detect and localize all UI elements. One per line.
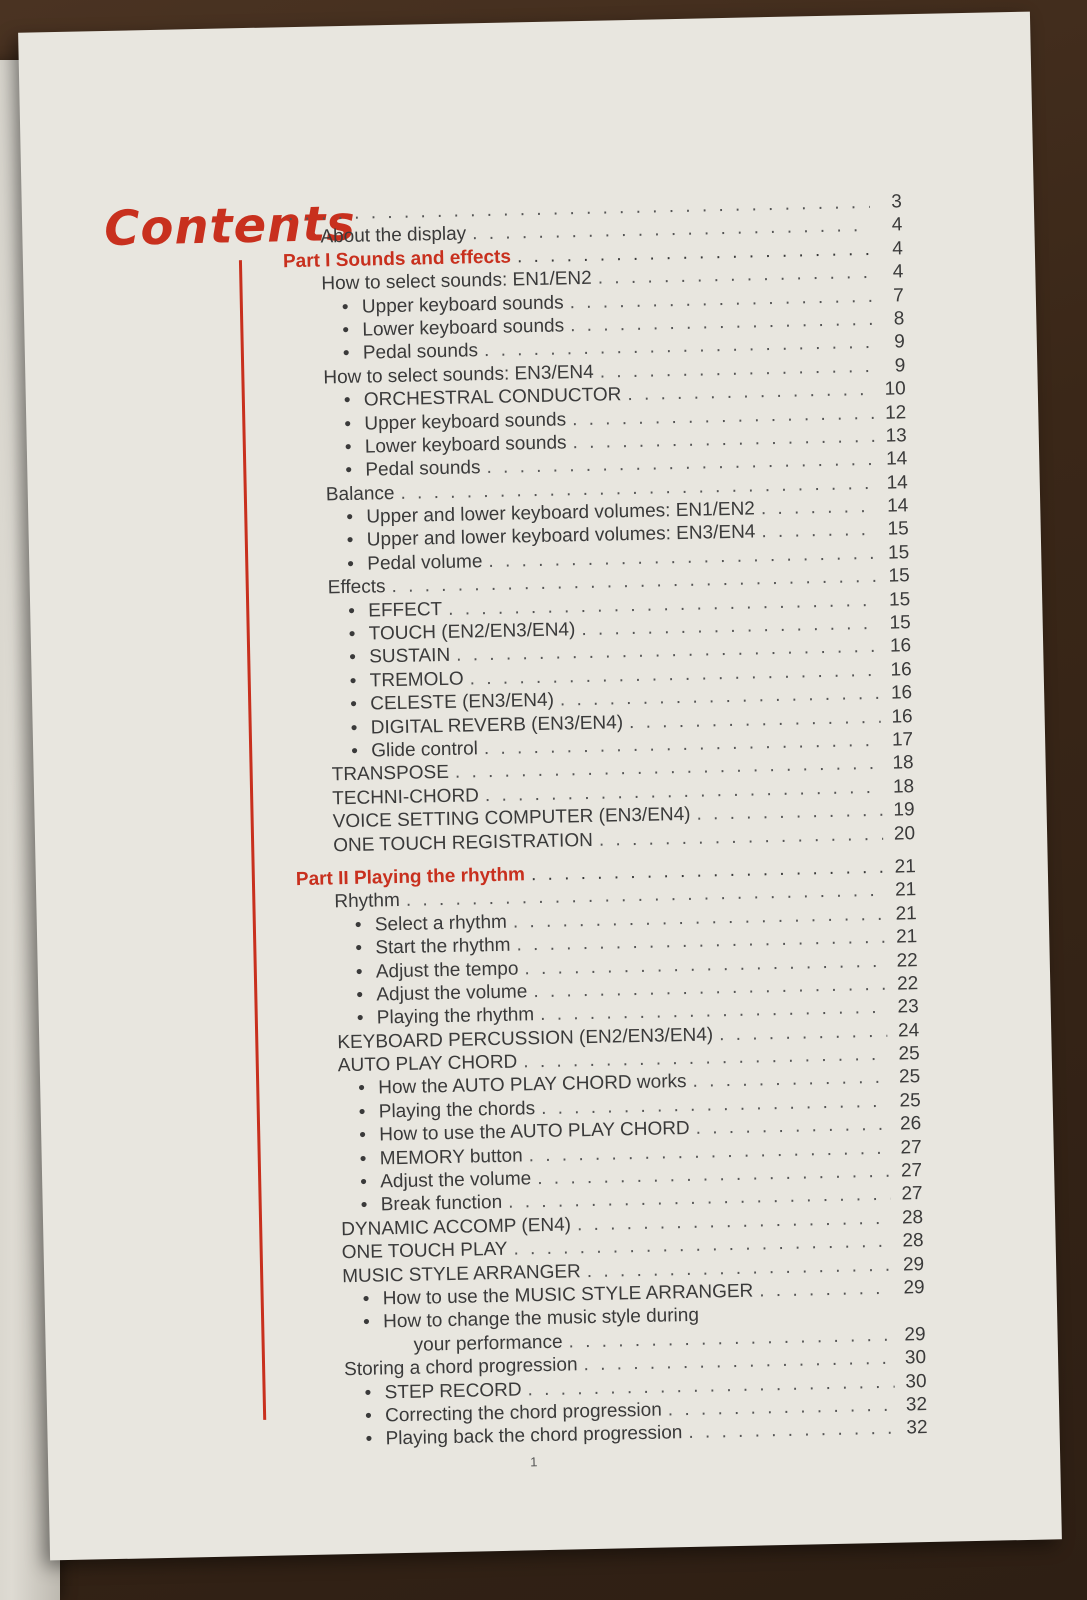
toc-page-number: 17 xyxy=(891,729,914,751)
toc-page-number: 15 xyxy=(888,588,911,611)
toc-entry-label xyxy=(360,1167,531,1194)
toc-entry-label xyxy=(349,644,450,670)
toc-entry-text: VOICE SETTING COMPUTER (EN3/EN4) xyxy=(332,804,691,833)
toc-entry-text: Correcting the chord progression xyxy=(384,1399,663,1427)
toc-entry-text: How to select sounds: EN1/EN2 xyxy=(321,267,592,295)
bullet-icon: • xyxy=(343,390,351,412)
toc-page-number: 28 xyxy=(901,1206,924,1229)
toc-page-number: 30 xyxy=(905,1370,927,1393)
toc-page-number: 18 xyxy=(892,775,915,798)
toc-entry-text: How the AUTO PLAY CHORD works xyxy=(378,1071,687,1099)
toc-page-number: 10 xyxy=(884,378,906,400)
toc-entry-text: Part I Sounds and effects xyxy=(282,246,512,273)
bullet-icon: • xyxy=(362,1312,371,1334)
toc-entry-text: MEMORY button xyxy=(379,1145,523,1170)
toc-entry-text: How to select sounds: EN3/EN4 xyxy=(323,361,594,389)
toc-page-number: 13 xyxy=(885,425,907,447)
toc-entry-label xyxy=(320,223,466,249)
bullet-icon: • xyxy=(346,506,354,529)
bullet-icon: • xyxy=(349,670,357,692)
toc-entry-label xyxy=(355,910,507,937)
toc-entry-text: About the display xyxy=(320,223,467,248)
toc-page-number: 32 xyxy=(906,1417,928,1439)
toc-entry-text: Adjust the tempo xyxy=(375,957,519,982)
bullet-icon: • xyxy=(359,1148,367,1170)
bullet-icon: • xyxy=(347,553,355,575)
toc-entry-text: Effects xyxy=(327,576,386,599)
toc-page-number: 32 xyxy=(905,1393,928,1416)
bullet-icon: • xyxy=(345,460,353,482)
bullet-icon: • xyxy=(350,694,358,716)
toc-entry-label xyxy=(343,340,479,366)
toc-page-number: 4 xyxy=(891,214,903,236)
toc-entry-text: ONE TOUCH REGISTRATION xyxy=(332,829,594,856)
toc-page-number: 25 xyxy=(898,1043,920,1065)
toc-entry-label xyxy=(355,934,511,961)
toc-entry-text: Upper and lower keyboard volumes: EN3/EN4 xyxy=(366,521,756,552)
toc-entry-text: Upper keyboard sounds xyxy=(364,408,567,435)
bullet-icon: • xyxy=(348,600,356,622)
dot-leader xyxy=(759,1277,893,1303)
bullet-icon: • xyxy=(348,623,356,646)
bullet-icon: • xyxy=(359,1124,367,1147)
toc-page-number: 16 xyxy=(890,659,912,681)
toc-entry-text: Pedal sounds xyxy=(362,340,479,364)
toc-entry-text: TREMOLO xyxy=(369,668,464,692)
bullet-icon: • xyxy=(342,343,350,365)
toc-entry-label xyxy=(348,598,442,623)
toc-entry-text: Break function xyxy=(380,1192,503,1216)
toc-page-number: 23 xyxy=(897,996,919,1018)
toc-page-number: 8 xyxy=(893,308,905,330)
toc-page-number: 24 xyxy=(897,1019,920,1042)
toc-page-number: 30 xyxy=(904,1347,927,1369)
toc-entry-text: Storing a chord progression xyxy=(343,1354,578,1381)
toc-entry-text: TOUCH (EN2/EN3/EN4) xyxy=(368,619,576,645)
dot-leader xyxy=(761,518,877,544)
toc-entry-text: DYNAMIC ACCOMP (EN4) xyxy=(341,1214,572,1241)
toc-entry-text: How to use the MUSIC STYLE ARRANGER xyxy=(382,1280,754,1310)
toc-entry-text: KEYBOARD PERCUSSION (EN2/EN3/EN4) xyxy=(337,1024,714,1053)
bullet-icon: • xyxy=(355,961,363,983)
bullet-icon: • xyxy=(365,1428,373,1451)
toc-page-number: 9 xyxy=(893,331,906,353)
bullet-icon: • xyxy=(360,1195,368,1217)
toc-page-number: 3 xyxy=(891,191,903,213)
toc-entry-label xyxy=(364,1378,521,1405)
bullet-icon: • xyxy=(350,717,358,739)
page-number: 1 xyxy=(529,1454,538,1470)
bullet-icon: • xyxy=(358,1101,366,1123)
table-of-contents xyxy=(282,190,928,1452)
toc-page-number: 26 xyxy=(899,1113,922,1135)
bullet-icon: • xyxy=(355,937,363,960)
bullet-icon: • xyxy=(358,1078,366,1100)
toc-entry-text: Playing the rhythm xyxy=(376,1004,535,1029)
toc-entry-label xyxy=(326,482,395,507)
toc-entry-text: Upper keyboard sounds xyxy=(361,291,564,318)
toc-page-number: 14 xyxy=(886,495,909,517)
toc-entry-label xyxy=(351,737,478,763)
toc-entry-label xyxy=(345,456,481,482)
toc-entry-label xyxy=(333,828,593,857)
toc-entry-text: EFFECT xyxy=(368,598,443,622)
toc-page-number: 16 xyxy=(891,705,913,728)
toc-entry-text: Adjust the volume xyxy=(380,1168,532,1193)
toc-entry-text: Select a rhythm xyxy=(374,911,508,936)
bullet-icon: • xyxy=(344,413,352,435)
toc-entry-text: Upper and lower keyboard volumes: EN1/EN2 xyxy=(366,498,756,528)
toc-page-number: 22 xyxy=(896,949,918,972)
toc-page-number: 28 xyxy=(902,1230,924,1252)
toc-page-number: 21 xyxy=(894,879,917,901)
toc-entry-label xyxy=(328,575,386,600)
toc-entry-text: Rhythm xyxy=(334,890,401,913)
dot-leader xyxy=(599,822,884,851)
toc-entry-text: STEP RECORD xyxy=(384,1379,522,1403)
toc-page-number: 15 xyxy=(888,565,910,587)
toc-page-number: 12 xyxy=(884,401,907,424)
toc-entry-text: Adjust the volume xyxy=(376,981,528,1006)
toc-entry-text: How to use the AUTO PLAY CHORD xyxy=(379,1118,690,1146)
bullet-icon: • xyxy=(356,1008,364,1030)
toc-page-number: 20 xyxy=(893,822,916,845)
toc-entry-text: MUSIC STYLE ARRANGER xyxy=(342,1260,582,1287)
toc-entry-text: ONE TOUCH PLAY xyxy=(341,1238,508,1264)
toc-page-number: 14 xyxy=(886,471,908,494)
booklet-page xyxy=(18,12,1062,1561)
toc-entry-text: Part II Playing the rhythm xyxy=(295,864,526,891)
toc-entry-text: Start the rhythm xyxy=(375,934,511,959)
bullet-icon: • xyxy=(360,1171,368,1193)
toc-entry-text: Playing back the chord progression xyxy=(385,1422,683,1450)
toc-page-number: 25 xyxy=(899,1089,921,1112)
toc-entry-text: Playing the chords xyxy=(378,1098,536,1123)
toc-page-number: 15 xyxy=(887,518,909,541)
toc-page-number: 15 xyxy=(889,612,911,634)
bullet-icon: • xyxy=(351,740,359,762)
toc-entry-text: DIGITAL REVERB (EN3/EN4) xyxy=(370,711,624,739)
toc-page-number: 27 xyxy=(901,1183,923,1205)
toc-entry-label xyxy=(347,550,483,576)
toc-page-number: 7 xyxy=(893,284,905,307)
toc-page-number: 9 xyxy=(894,354,906,377)
toc-entry-label xyxy=(350,667,464,693)
toc-entry-label xyxy=(413,1330,562,1357)
toc-page-number: 27 xyxy=(900,1160,923,1182)
toc-page-number: 15 xyxy=(887,542,910,564)
toc-entry-text: Pedal volume xyxy=(367,551,483,575)
toc-entry-text: Glide control xyxy=(371,738,479,762)
toc-entry-text: your performance xyxy=(413,1331,563,1356)
toc-page-number: 25 xyxy=(898,1066,921,1088)
bullet-icon: • xyxy=(362,1288,370,1310)
dot-leader xyxy=(719,1019,888,1046)
bullet-icon: • xyxy=(341,296,349,318)
bullet-icon: • xyxy=(349,647,357,669)
toc-page-number: 14 xyxy=(885,448,908,470)
toc-entry-text: Balance xyxy=(325,482,395,506)
bullet-icon: • xyxy=(356,984,364,1006)
toc-page-number: 29 xyxy=(903,1277,925,1299)
bullet-icon: • xyxy=(364,1382,372,1404)
toc-entry-label xyxy=(361,1191,503,1217)
bullet-icon: • xyxy=(346,530,354,552)
toc-entry-text: AUTO PLAY CHORD xyxy=(337,1051,518,1077)
bullet-icon: • xyxy=(364,1405,373,1427)
toc-entry-text: ORCHESTRAL CONDUCTOR xyxy=(363,384,622,411)
toc-entry-text: SUSTAIN xyxy=(369,645,451,668)
toc-page-number: 29 xyxy=(902,1253,925,1276)
toc-entry-text: How to change the music style during xyxy=(382,1305,700,1333)
toc-entry-text: Lower keyboard sounds xyxy=(362,315,565,341)
toc-page-number: 16 xyxy=(889,635,912,658)
toc-entry-text: TECHNI-CHORD xyxy=(331,785,480,810)
toc-page-number: 19 xyxy=(893,799,915,821)
dot-leader xyxy=(688,1417,896,1445)
toc-page-number: 27 xyxy=(900,1136,922,1159)
toc-page-number: 4 xyxy=(892,238,904,260)
toc-entry-text: Lower keyboard sounds xyxy=(364,432,567,458)
toc-page-number: 29 xyxy=(904,1323,926,1346)
toc-page-number: 21 xyxy=(895,926,918,948)
toc-page-number: 16 xyxy=(890,682,913,704)
dot-leader xyxy=(761,495,877,521)
bullet-icon: • xyxy=(344,436,352,458)
toc-entry-text: TRANSPOSE xyxy=(331,762,450,786)
red-vertical-rule xyxy=(239,260,266,1420)
toc-entry-label xyxy=(356,957,519,984)
toc-page-number: 4 xyxy=(892,261,904,283)
toc-entry-label xyxy=(334,889,400,914)
toc-entry-label xyxy=(332,784,479,810)
toc-entry-label xyxy=(360,1144,523,1171)
toc-entry-text: CELESTE (EN3/EN4) xyxy=(370,689,555,715)
toc-page-number: 21 xyxy=(894,856,916,878)
bullet-icon: • xyxy=(354,914,362,936)
page-title: Contents xyxy=(103,195,357,257)
toc-page-number: 22 xyxy=(896,973,919,995)
bullet-icon: • xyxy=(342,319,350,341)
toc-entry-label xyxy=(331,761,449,787)
toc-page-number: 21 xyxy=(895,902,917,925)
toc-entry-text: Pedal sounds xyxy=(365,457,481,481)
toc-page-number: 18 xyxy=(892,752,914,774)
toc-entry-label xyxy=(341,1238,507,1265)
